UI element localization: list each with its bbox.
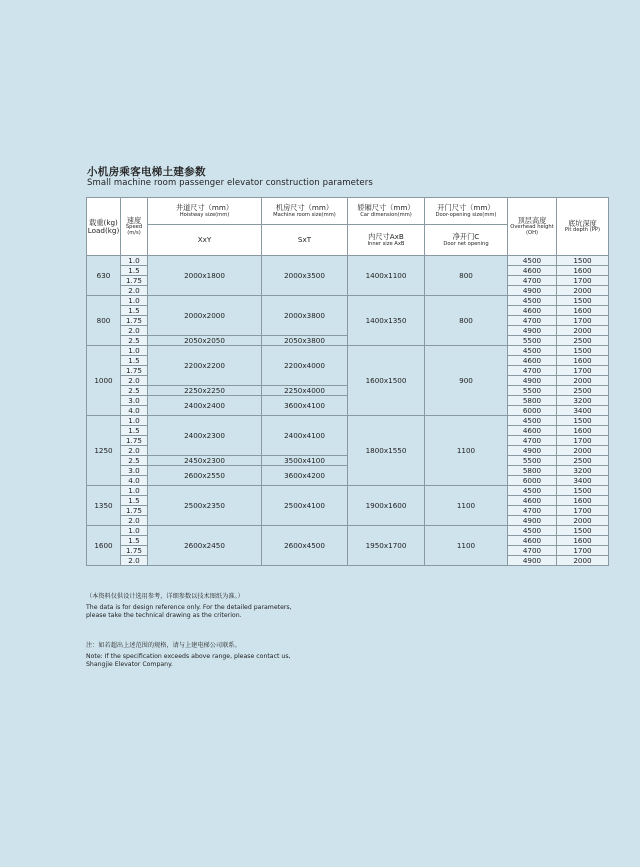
speed-cell: 2.0 <box>121 516 148 526</box>
door-opening-cell: 800 <box>425 296 508 346</box>
header-machine-sub: SxT <box>262 225 348 256</box>
speed-cell: 2.0 <box>121 446 148 456</box>
header-hoistway-sub: XxY <box>148 225 262 256</box>
speed-cell: 1.5 <box>121 306 148 316</box>
speed-cell: 2.0 <box>121 286 148 296</box>
pit-cell: 1700 <box>557 506 609 516</box>
pit-cell: 2000 <box>557 326 609 336</box>
machine-room-cell: 2050x3800 <box>262 336 348 346</box>
machine-room-cell: 2400x4100 <box>262 416 348 456</box>
door-opening-cell: 900 <box>425 346 508 416</box>
hoistway-cell: 2000x1800 <box>148 256 262 296</box>
machine-room-cell: 3500x4100 <box>262 456 348 466</box>
machine-room-cell: 2000x3800 <box>262 296 348 336</box>
pit-cell: 1600 <box>557 356 609 366</box>
overhead-cell: 4700 <box>508 366 557 376</box>
overhead-cell: 4500 <box>508 256 557 266</box>
pit-cell: 1600 <box>557 266 609 276</box>
hoistway-cell: 2600x2550 <box>148 466 262 486</box>
speed-cell: 1.75 <box>121 506 148 516</box>
contact-note-zh: 注：如若超出上述范围的规格，请与上建电梯公司联系。 <box>86 642 241 649</box>
speed-cell: 1.5 <box>121 426 148 436</box>
load-cell: 630 <box>87 256 121 296</box>
pit-cell: 3200 <box>557 466 609 476</box>
speed-cell: 2.5 <box>121 336 148 346</box>
construction-parameters-table <box>86 197 609 566</box>
overhead-cell: 4700 <box>508 316 557 326</box>
pit-cell: 1500 <box>557 346 609 356</box>
pit-cell: 1600 <box>557 306 609 316</box>
machine-room-cell: 2500x4100 <box>262 486 348 526</box>
load-cell: 800 <box>87 296 121 346</box>
table-row <box>87 296 609 306</box>
speed-cell: 1.75 <box>121 276 148 286</box>
car-dimension-cell: 1600x1500 <box>348 346 425 416</box>
table-row <box>87 526 609 536</box>
table-body <box>87 256 609 566</box>
pit-cell: 1500 <box>557 416 609 426</box>
speed-cell: 1.5 <box>121 266 148 276</box>
pit-cell: 1700 <box>557 546 609 556</box>
reference-note-en-2: please take the technical drawing as the criterion. <box>86 612 242 619</box>
overhead-cell: 4900 <box>508 376 557 386</box>
pit-cell: 2000 <box>557 556 609 566</box>
car-dimension-cell: 1400x1350 <box>348 296 425 346</box>
overhead-cell: 4700 <box>508 506 557 516</box>
car-dimension-cell: 1900x1600 <box>348 486 425 526</box>
pit-cell: 2500 <box>557 336 609 346</box>
speed-cell: 2.5 <box>121 386 148 396</box>
contact-note <box>86 642 291 669</box>
speed-cell: 1.75 <box>121 546 148 556</box>
overhead-cell: 5500 <box>508 386 557 396</box>
speed-cell: 1.5 <box>121 356 148 366</box>
overhead-cell: 4600 <box>508 356 557 366</box>
overhead-cell: 4500 <box>508 346 557 356</box>
header-car-sub: 内尺寸AxB Inner size AxB <box>348 225 425 256</box>
pit-cell: 2500 <box>557 386 609 396</box>
overhead-cell: 6000 <box>508 406 557 416</box>
page-title-en: Small machine room passenger elevator construction parameters <box>87 178 373 188</box>
table-row <box>87 486 609 496</box>
speed-cell: 4.0 <box>121 476 148 486</box>
speed-cell: 1.5 <box>121 496 148 506</box>
pit-cell: 1500 <box>557 486 609 496</box>
pit-cell: 1700 <box>557 316 609 326</box>
machine-room-cell: 3600x4200 <box>262 466 348 486</box>
door-opening-cell: 800 <box>425 256 508 296</box>
contact-note-en-1: Note: If the specification exceeds above range, please contact us, <box>86 653 291 660</box>
hoistway-cell: 2000x2000 <box>148 296 262 336</box>
car-dimension-cell: 1400x1100 <box>348 256 425 296</box>
pit-cell: 3200 <box>557 396 609 406</box>
table-row <box>87 416 609 426</box>
pit-cell: 2500 <box>557 456 609 466</box>
hoistway-cell: 2050x2050 <box>148 336 262 346</box>
pit-cell: 1700 <box>557 276 609 286</box>
reference-note-zh: （本资料仅供设计选用参考，详细参数以技术图纸为准。） <box>86 593 244 600</box>
overhead-cell: 4700 <box>508 436 557 446</box>
door-opening-cell: 1100 <box>425 416 508 486</box>
hoistway-cell: 2250x2250 <box>148 386 262 396</box>
speed-cell: 2.5 <box>121 456 148 466</box>
hoistway-cell: 2400x2300 <box>148 416 262 456</box>
pit-cell: 3400 <box>557 406 609 416</box>
overhead-cell: 4900 <box>508 326 557 336</box>
overhead-cell: 4500 <box>508 296 557 306</box>
pit-cell: 2000 <box>557 516 609 526</box>
overhead-cell: 4600 <box>508 536 557 546</box>
load-cell: 1350 <box>87 486 121 526</box>
machine-room-cell: 2200x4000 <box>262 346 348 386</box>
overhead-cell: 4700 <box>508 546 557 556</box>
pit-cell: 2000 <box>557 446 609 456</box>
overhead-cell: 4600 <box>508 496 557 506</box>
speed-cell: 3.0 <box>121 466 148 476</box>
machine-room-cell: 2250x4000 <box>262 386 348 396</box>
speed-cell: 1.5 <box>121 536 148 546</box>
load-cell: 1250 <box>87 416 121 486</box>
table-row <box>87 346 609 356</box>
hoistway-cell: 2400x2400 <box>148 396 262 416</box>
overhead-cell: 4900 <box>508 446 557 456</box>
speed-cell: 1.0 <box>121 296 148 306</box>
overhead-cell: 4500 <box>508 486 557 496</box>
overhead-cell: 5800 <box>508 396 557 406</box>
machine-room-cell: 3600x4100 <box>262 396 348 416</box>
overhead-cell: 4600 <box>508 426 557 436</box>
pit-cell: 3400 <box>557 476 609 486</box>
contact-note-en-2: Shangjie Elevator Company. <box>86 661 173 668</box>
speed-cell: 1.75 <box>121 366 148 376</box>
overhead-cell: 5500 <box>508 336 557 346</box>
speed-cell: 2.0 <box>121 376 148 386</box>
overhead-cell: 4900 <box>508 516 557 526</box>
speed-cell: 1.0 <box>121 346 148 356</box>
hoistway-cell: 2500x2350 <box>148 486 262 526</box>
page-title-zh: 小机房乘客电梯土建参数 <box>87 166 206 178</box>
hoistway-cell: 2450x2300 <box>148 456 262 466</box>
car-dimension-cell: 1800x1550 <box>348 416 425 486</box>
hoistway-cell: 2200x2200 <box>148 346 262 386</box>
table-row <box>87 256 609 266</box>
machine-room-cell: 2000x3500 <box>262 256 348 296</box>
car-dimension-cell: 1950x1700 <box>348 526 425 566</box>
overhead-cell: 4500 <box>508 526 557 536</box>
overhead-cell: 4600 <box>508 306 557 316</box>
overhead-cell: 4900 <box>508 286 557 296</box>
speed-cell: 1.75 <box>121 316 148 326</box>
speed-cell: 2.0 <box>121 326 148 336</box>
load-cell: 1600 <box>87 526 121 566</box>
speed-cell: 1.0 <box>121 416 148 426</box>
pit-cell: 2000 <box>557 286 609 296</box>
speed-cell: 1.0 <box>121 526 148 536</box>
header-pit: 底坑深度 Pit depth (PP) <box>557 198 609 256</box>
pit-cell: 1500 <box>557 526 609 536</box>
speed-cell: 1.75 <box>121 436 148 446</box>
header-load: 载重(kg) Load(kg) <box>87 198 121 256</box>
header-overhead: 顶层高度 Overhead height (OH) <box>508 198 557 256</box>
speed-cell: 3.0 <box>121 396 148 406</box>
speed-cell: 1.0 <box>121 486 148 496</box>
overhead-cell: 4700 <box>508 276 557 286</box>
speed-cell: 1.0 <box>121 256 148 266</box>
header-door-opening: 开门尺寸（mm） Door-opening size(mm) <box>425 198 508 225</box>
header-door-sub: 净开门C Door net opening <box>425 225 508 256</box>
overhead-cell: 4600 <box>508 266 557 276</box>
pit-cell: 1600 <box>557 426 609 436</box>
overhead-cell: 5500 <box>508 456 557 466</box>
hoistway-cell: 2600x2450 <box>148 526 262 566</box>
pit-cell: 1600 <box>557 496 609 506</box>
load-cell: 1000 <box>87 346 121 416</box>
pit-cell: 1600 <box>557 536 609 546</box>
header-hoistway: 井道尺寸（mm） Hoistway size(mm) <box>148 198 262 225</box>
overhead-cell: 4500 <box>508 416 557 426</box>
header-speed: 速度 Speed (m/s) <box>121 198 148 256</box>
header-machine-room: 机房尺寸（mm） Machine room size(mm) <box>262 198 348 225</box>
reference-note <box>86 593 292 620</box>
speed-cell: 4.0 <box>121 406 148 416</box>
pit-cell: 1700 <box>557 366 609 376</box>
machine-room-cell: 2600x4500 <box>262 526 348 566</box>
overhead-cell: 6000 <box>508 476 557 486</box>
overhead-cell: 4900 <box>508 556 557 566</box>
pit-cell: 2000 <box>557 376 609 386</box>
header-car-dimension: 轿厢尺寸（mm） Car dimension(mm) <box>348 198 425 225</box>
reference-note-en-1: The data is for design reference only. For the detailed parameters, <box>86 604 292 611</box>
pit-cell: 1500 <box>557 296 609 306</box>
speed-cell: 2.0 <box>121 556 148 566</box>
overhead-cell: 5800 <box>508 466 557 476</box>
pit-cell: 1500 <box>557 256 609 266</box>
door-opening-cell: 1100 <box>425 486 508 526</box>
door-opening-cell: 1100 <box>425 526 508 566</box>
pit-cell: 1700 <box>557 436 609 446</box>
